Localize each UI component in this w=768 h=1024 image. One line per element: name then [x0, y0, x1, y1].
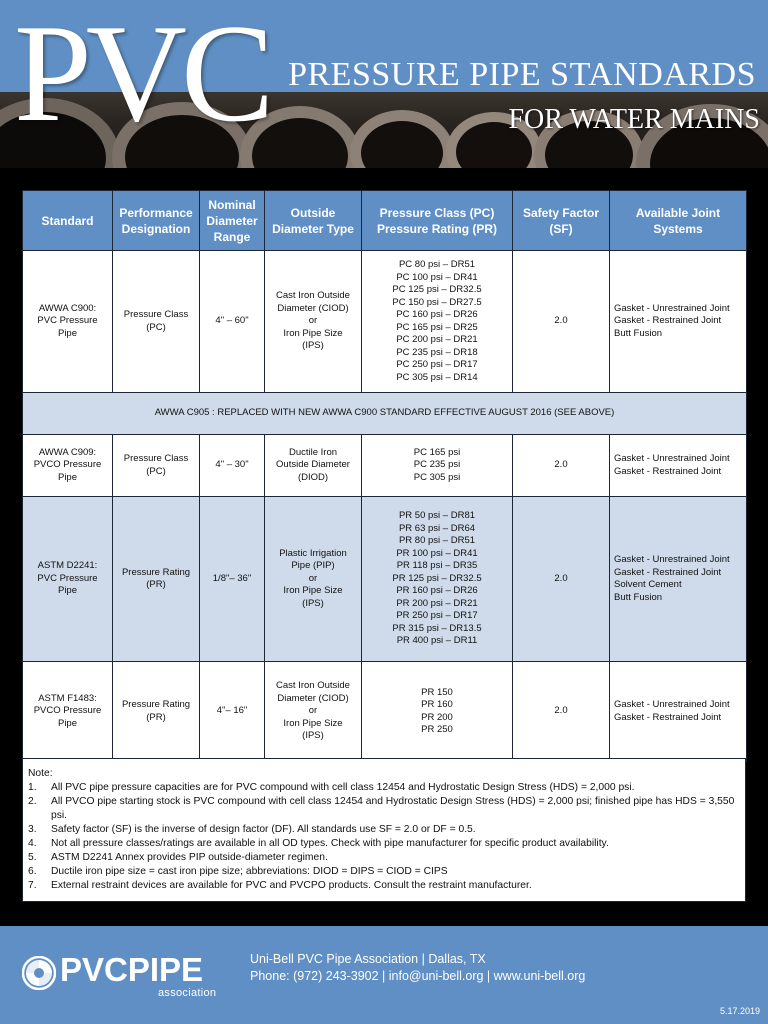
designation-cell — [113, 662, 200, 762]
cell-line: (PC) — [146, 465, 166, 477]
cell-line: PC 305 psi – DR14 — [396, 371, 478, 383]
standard-cell — [23, 497, 113, 662]
cell-text: 2.0 — [554, 315, 568, 327]
diameter-cell — [200, 435, 265, 497]
note-text: All PVCO pipe starting stock is PVC compound with cell class 12454 and Hydrostatic Design Stress (HDS) = 2,000 psi; finished pipe has HDS = 3,550 psi. — [51, 796, 735, 821]
cell-line: Pipe — [57, 327, 77, 339]
table-row-replaced-note — [23, 393, 747, 435]
notes-section — [22, 758, 746, 902]
logo-wordmark: PVCPIPE — [60, 951, 204, 988]
cell-line: PR 63 psi – DR64 — [398, 522, 476, 534]
cell-line: PC 160 psi – DR26 — [396, 309, 478, 320]
column-header: Nominal Diameter Range — [200, 191, 265, 251]
cell-line: PC 165 psi — [413, 446, 461, 458]
cell-line: PR 118 psi – DR35 — [396, 560, 478, 572]
cell-line: PR 80 psi – DR51 — [398, 535, 476, 547]
cell-text: 2.0 — [554, 459, 568, 471]
pvc-pipe-swirl-logo-icon — [22, 956, 56, 990]
cell-line: Diameter (CIOD) — [277, 692, 349, 704]
joints-cell — [610, 662, 747, 762]
table-header-row — [23, 191, 747, 251]
notes-heading: Note: — [28, 768, 53, 779]
column-header: Safety Factor (SF) — [513, 191, 610, 251]
cell-line: AWWA C909: — [38, 446, 97, 458]
cell-line: ASTM D2241: — [37, 560, 98, 572]
cell-line: Pressure Rating — [121, 699, 191, 710]
page-footer — [0, 926, 768, 1024]
cell-line: or — [308, 572, 318, 584]
designation-cell — [113, 497, 200, 662]
note-text: External restraint devices are available for PVC and PVCPO products. Consult the restraint manufacturer. — [51, 880, 532, 891]
standard-cell — [23, 435, 113, 497]
note-item — [28, 823, 739, 837]
cell-text: 1/8"– 36" — [212, 572, 252, 584]
note-number: 5. — [28, 852, 37, 863]
page-subtitle-secondary: FOR WATER MAINS — [508, 104, 760, 135]
safety-factor-cell — [513, 251, 610, 393]
cell-line: PC 100 psi – DR41 — [396, 271, 478, 283]
cell-line: Butt Fusion — [614, 327, 663, 339]
cell-line: PC 165 psi – DR25 — [396, 321, 478, 333]
od-type-cell — [265, 435, 362, 497]
od-type-cell — [265, 662, 362, 762]
cell-text: 4" – 60" — [215, 315, 249, 327]
cell-line: PVCO Pressure — [33, 459, 102, 471]
cell-line: PC 235 psi — [413, 459, 461, 471]
table-row — [23, 435, 747, 497]
cell-line: Pipe — [57, 585, 77, 597]
cell-line: Cast Iron Outside — [276, 290, 350, 302]
cell-line: Gasket - Restrained Joint — [614, 315, 722, 327]
notes-list — [28, 781, 739, 893]
note-item — [28, 865, 739, 879]
page-header — [0, 0, 768, 168]
note-item — [28, 837, 739, 851]
note-text: All PVC pipe pressure capacities are for PVC compound with cell class 12454 and Hydrostatic Design Stress (HDS) = 2,000 psi. — [51, 782, 635, 793]
table-row — [23, 251, 747, 393]
cell-line: Gasket - Unrestrained Joint — [614, 453, 730, 464]
note-item — [28, 781, 739, 795]
cell-line: Gasket - Restrained Joint — [614, 711, 722, 723]
cell-line: PR 200 — [421, 711, 453, 723]
standards-table-container — [22, 190, 746, 762]
cell-line: PVC Pressure — [37, 572, 98, 584]
pressure-cell — [362, 497, 513, 662]
cell-line: Pipe — [57, 717, 77, 729]
joints-cell — [610, 251, 747, 393]
standards-table — [22, 190, 747, 762]
cell-line: Pressure Class — [123, 453, 189, 464]
note-text: ASTM D2241 Annex provides PIP outside-diameter regimen. — [51, 852, 328, 863]
note-number: 7. — [28, 880, 37, 891]
joints-cell — [610, 435, 747, 497]
pressure-cell — [362, 662, 513, 762]
cell-line: (DIOD) — [297, 471, 329, 483]
note-text: Safety factor (SF) is the inverse of design factor (DF). All standards use SF = 2.0 or DF = 0.5. — [51, 824, 476, 835]
note-item — [28, 879, 739, 893]
cell-line: PVC Pressure — [37, 315, 98, 327]
cell-line: PR 160 — [421, 699, 453, 710]
cell-line: PR 160 psi – DR26 — [396, 585, 478, 597]
document-date: 5.17.2019 — [719, 1006, 760, 1016]
column-header: Outside Diameter Type — [265, 191, 362, 251]
cell-line: (PR) — [146, 579, 166, 590]
cell-line: PC 250 psi – DR17 — [396, 359, 478, 370]
cell-line: Outside Diameter — [276, 459, 350, 471]
joints-cell — [610, 497, 747, 662]
cell-line: (IPS) — [302, 730, 324, 742]
cell-line: PR 200 psi – DR21 — [396, 597, 478, 609]
logo-subtext: association — [158, 987, 217, 999]
cell-line: Solvent Cement — [614, 579, 682, 590]
cell-line: Cast Iron Outside — [276, 680, 350, 692]
cell-line: PC 200 psi – DR21 — [396, 334, 478, 345]
note-number: 3. — [28, 824, 37, 835]
designation-cell — [113, 251, 200, 393]
cell-line: PR 50 psi – DR81 — [398, 510, 476, 522]
cell-text: 2.0 — [554, 705, 568, 717]
contact-line-organization: Uni-Bell PVC Pipe Association | Dallas, TX — [250, 952, 486, 966]
cell-line: Pressure Class — [123, 309, 189, 320]
cell-line: Pipe — [57, 471, 77, 483]
diameter-cell — [200, 251, 265, 393]
cell-line: Iron Pipe Size — [283, 327, 343, 339]
cell-line: or — [308, 705, 318, 717]
cell-line: Pipe (PIP) — [291, 560, 335, 572]
cell-line: PC 80 psi – DR51 — [398, 259, 476, 270]
diameter-cell — [200, 662, 265, 762]
cell-line: Iron Pipe Size — [283, 717, 343, 729]
cell-line: PC 125 psi – DR32.5 — [392, 284, 482, 295]
diameter-cell — [200, 497, 265, 662]
standard-cell — [23, 662, 113, 762]
cell-line: PR 150 — [421, 686, 453, 698]
safety-factor-cell — [513, 435, 610, 497]
note-number: 6. — [28, 866, 37, 877]
pressure-cell — [362, 251, 513, 393]
cell-line: AWWA C900: — [38, 302, 97, 314]
note-number: 1. — [28, 782, 37, 793]
cell-line: Gasket - Restrained Joint — [614, 566, 722, 578]
designation-cell — [113, 435, 200, 497]
column-header: Pressure Class (PC) Pressure Rating (PR) — [362, 191, 513, 251]
table-row — [23, 497, 747, 662]
contact-line-details: Phone: (972) 243-3902 | info@uni-bell.org | www.uni-bell.org — [250, 969, 586, 983]
column-header: Available Joint Systems — [610, 191, 747, 251]
cell-line: or — [308, 315, 318, 327]
note-item — [28, 795, 739, 823]
cell-line: Diameter (CIOD) — [277, 302, 349, 314]
pressure-cell — [362, 435, 513, 497]
cell-line: PC 235 psi – DR18 — [396, 346, 478, 358]
od-type-cell — [265, 251, 362, 393]
cell-line: Gasket - Unrestrained Joint — [614, 302, 730, 314]
cell-line: (IPS) — [302, 340, 324, 352]
cell-line: PR 250 psi – DR17 — [396, 610, 478, 622]
note-number: 2. — [28, 796, 37, 807]
note-text: Ductile iron pipe size = cast iron pipe size; abbreviations: DIOD = DIPS = CIOD = CIPS — [51, 866, 448, 877]
cell-line: PC 305 psi — [413, 471, 461, 483]
cell-line: Gasket - Unrestrained Joint — [614, 554, 730, 565]
cell-line: PC 150 psi – DR27.5 — [392, 296, 482, 308]
cell-line: Gasket - Unrestrained Joint — [614, 699, 730, 710]
cell-text: 4"– 16" — [216, 705, 248, 717]
cell-text: 4" – 30" — [215, 459, 249, 471]
replaced-note-cell: AWWA C905 : REPLACED WITH NEW AWWA C900 STANDARD EFFECTIVE AUGUST 2016 (SEE ABOVE) — [23, 393, 747, 435]
cell-line: PR 125 psi – DR32.5 — [392, 572, 482, 584]
safety-factor-cell — [513, 662, 610, 762]
table-row — [23, 662, 747, 762]
od-type-cell — [265, 497, 362, 662]
page-subtitle: PRESSURE PIPE STANDARDS — [288, 56, 756, 93]
cell-line: Plastic Irrigation — [279, 547, 347, 559]
cell-line: PR 400 psi – DR11 — [396, 635, 478, 647]
safety-factor-cell — [513, 497, 610, 662]
cell-line: ASTM F1483: — [38, 692, 97, 704]
cell-line: PR 315 psi – DR13.5 — [392, 622, 482, 634]
cell-line: PVCO Pressure — [33, 705, 102, 717]
cell-line: (PC) — [146, 321, 166, 333]
note-item — [28, 851, 739, 865]
column-header: Standard — [23, 191, 113, 251]
note-number: 4. — [28, 838, 37, 849]
note-text: Not all pressure classes/ratings are available in all OD types. Check with pipe manufacturer for specific product availability. — [51, 838, 609, 849]
cell-line: Pressure Rating — [121, 566, 191, 578]
cell-line: (IPS) — [302, 597, 324, 609]
cell-line: Iron Pipe Size — [283, 585, 343, 597]
cell-line: (PR) — [146, 711, 166, 723]
standard-cell — [23, 251, 113, 393]
cell-line: Butt Fusion — [614, 591, 663, 603]
cell-line: PR 250 — [421, 724, 453, 735]
cell-text: 2.0 — [554, 572, 568, 584]
page-title: PVC — [14, 0, 269, 151]
column-header: Performance Designation — [113, 191, 200, 251]
cell-line: Gasket - Restrained Joint — [614, 465, 722, 477]
cell-line: PR 100 psi – DR41 — [396, 547, 478, 559]
cell-line: Ductile Iron — [288, 446, 338, 458]
